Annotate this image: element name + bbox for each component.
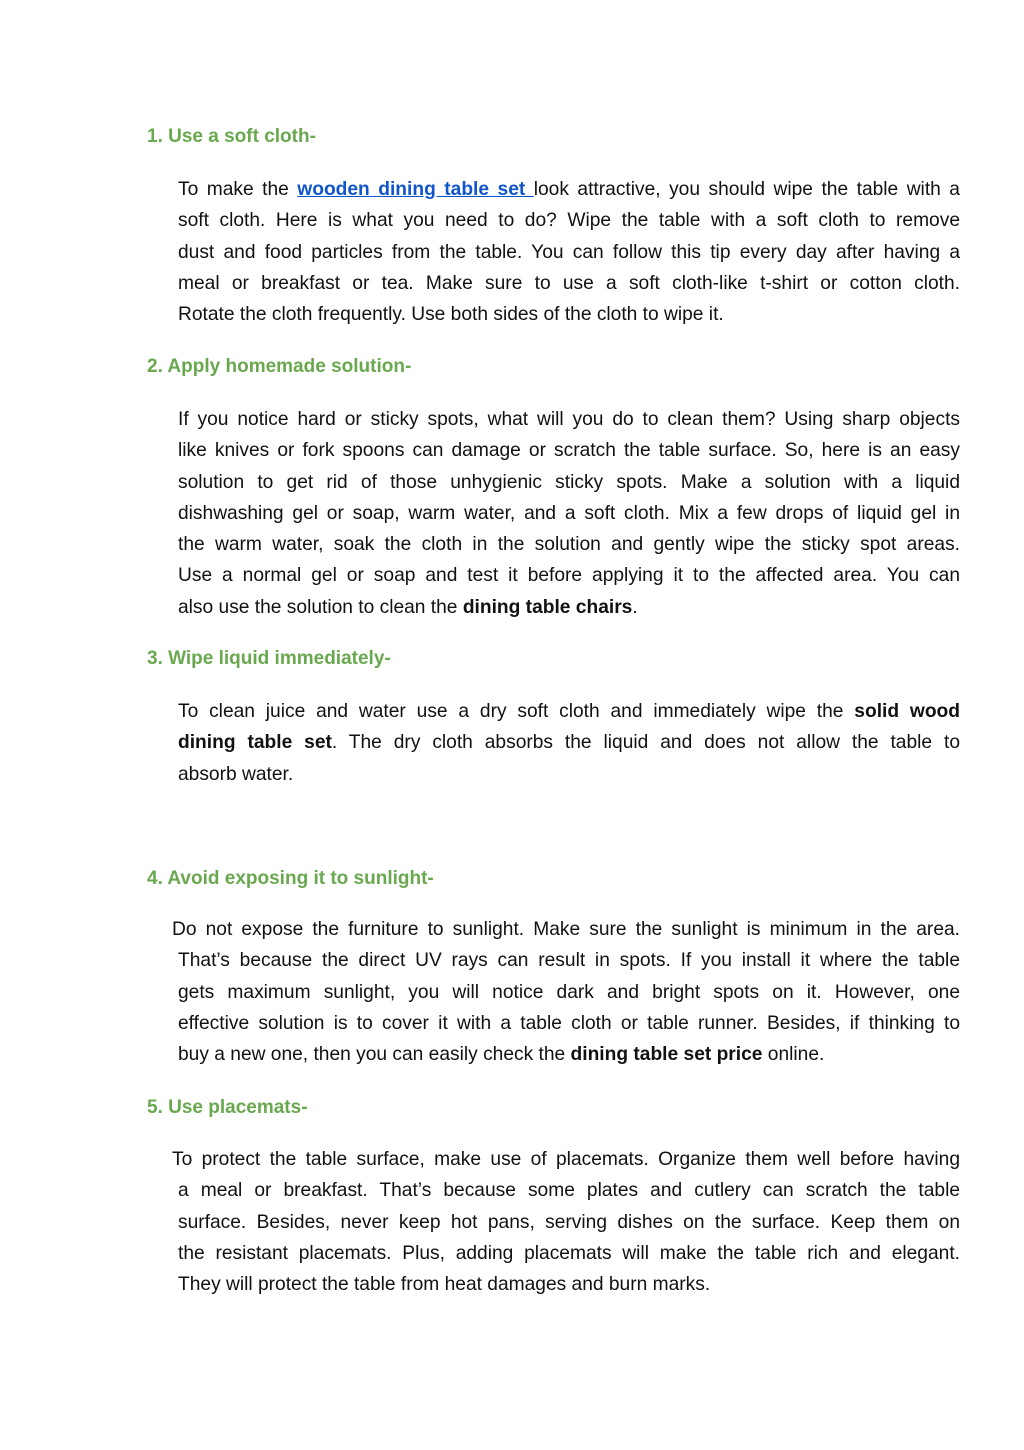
line-text: look attractive, you should wipe the table with a <box>533 179 960 200</box>
section-paragraph-2 <box>178 404 960 623</box>
paragraph-line: soft cloth. Here is what you need to do? Wipe the table with a soft cloth to remove <box>178 210 960 232</box>
section-paragraph-1 <box>178 174 960 330</box>
paragraph-line: the warm water, soak the cloth in the solution and gently wipe the sticky spot areas. <box>178 534 960 556</box>
paragraph-line: solution to get rid of those unhygienic sticky spots. Make a solution with a liquid <box>178 471 960 493</box>
paragraph-line: surface. Besides, never keep hot pans, serving dishes on the surface. Keep them on <box>178 1211 960 1233</box>
paragraph-line <box>178 727 960 758</box>
solid-wood-keyword: solid wood <box>854 701 960 722</box>
section-heading-4: 4. Avoid exposing it to sunlight- <box>147 868 434 889</box>
dining-table-chairs-keyword: dining table chairs <box>462 596 633 618</box>
paragraph-line: meal or breakfast or tea. Make sure to use a soft cloth-like t-shirt or cotton cloth. <box>178 272 960 294</box>
paragraph-line: Rotate the cloth frequently. Use both sides of the cloth to wipe it. <box>178 304 724 326</box>
paragraph-line: Do not expose the furniture to sunlight. Make sure the sunlight is minimum in the area. <box>172 919 960 940</box>
paragraph-line: They will protect the table from heat damages and burn marks. <box>178 1274 711 1296</box>
paragraph-line: Use a normal gel or soap and test it before applying it to the affected area. You can <box>178 565 960 587</box>
paragraph-line: absorb water. <box>178 763 294 785</box>
section-heading-3: 3. Wipe liquid immediately- <box>147 648 391 669</box>
paragraph-line <box>178 696 960 727</box>
line-text: To make the <box>178 179 298 200</box>
paragraph-line: If you notice hard or sticky spots, what will you do to clean them? Using sharp objects <box>178 409 960 430</box>
paragraph-line: the resistant placemats. Plus, adding placemats will make the table rich and elegant. <box>178 1242 960 1264</box>
paragraph-line: That’s because the direct UV rays can result in spots. If you install it where the table <box>178 950 960 972</box>
paragraph-line: a meal or breakfast. That’s because some plates and cutlery can scratch the table <box>178 1180 960 1202</box>
paragraph-line: To protect the table surface, make use of placemats. Organize them well before having <box>172 1149 960 1170</box>
section-paragraph-4 <box>172 914 960 1070</box>
line-text: . <box>632 596 638 618</box>
line-text: To clean juice and water use a dry soft cloth and immediately wipe the <box>178 701 855 722</box>
dining-table-set-price-keyword: dining table set price <box>570 1044 763 1066</box>
paragraph-line: gets maximum sunlight, you will notice dark and bright spots on it. However, one <box>178 981 960 1003</box>
paragraph-line <box>178 174 960 205</box>
paragraph-line: effective solution is to cover it with a table cloth or table runner. Besides, if thinking to <box>178 1012 960 1034</box>
line-text: also use the solution to clean the <box>178 596 463 618</box>
section-heading-2: 2. Apply homemade solution- <box>147 356 412 377</box>
wooden-dining-table-set-link[interactable]: wooden dining table set <box>297 179 534 200</box>
section-paragraph-5 <box>172 1144 960 1300</box>
section-heading-1: 1. Use a soft cloth- <box>147 126 316 147</box>
paragraph-line <box>172 1039 960 1070</box>
paragraph-line <box>178 592 960 623</box>
line-text: buy a new one, then you can easily check the <box>178 1044 571 1066</box>
paragraph-line: dust and food particles from the table. You can follow this tip every day after having a <box>178 241 960 263</box>
section-heading-5: 5. Use placemats- <box>147 1097 308 1118</box>
paragraph-line: dishwashing gel or soap, warm water, and a soft cloth. Mix a few drops of liquid gel in <box>178 502 960 524</box>
section-paragraph-3 <box>178 696 960 790</box>
line-text: online. <box>762 1044 825 1066</box>
line-text: . The dry cloth absorbs the liquid and does not allow the table to <box>331 732 960 754</box>
dining-table-set-keyword: dining table set <box>178 732 332 754</box>
paragraph-line: like knives or fork spoons can damage or scratch the table surface. So, here is an easy <box>178 440 960 462</box>
